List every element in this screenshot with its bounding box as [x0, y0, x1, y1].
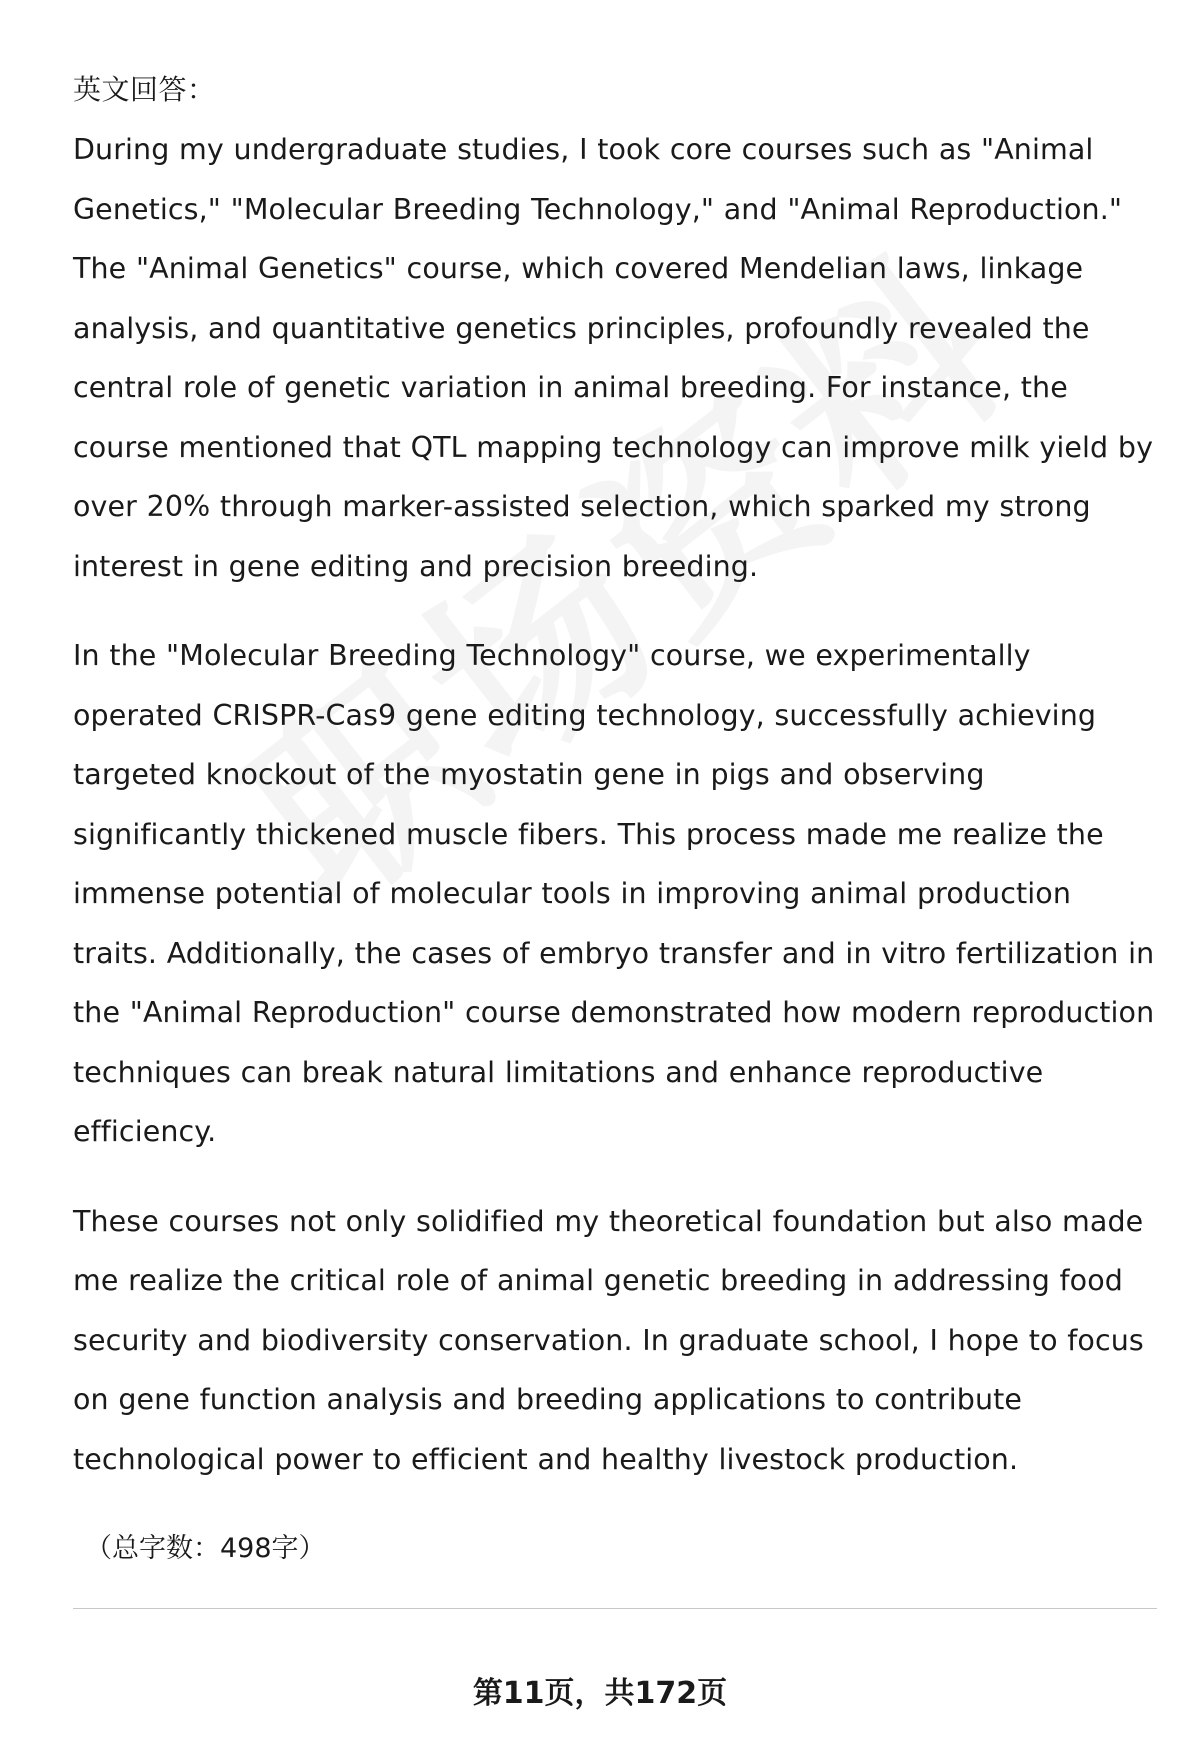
paragraph-1: During my undergraduate studies, I took core courses such as "Animal Genetics," "Molecular Breeding Technology," and "Animal Reproduction." The "Animal Genetics" course, which covered Mendelian laws, linkage analysis, and quantitative genetics principles, profoundly revealed the central role of genetic variation in animal breeding. For instance, the course mentioned that QTL mapping technology can improve milk yield by over 20% through marker-assisted selection, which sparked my strong interest in gene editing and precision breeding. [73, 133, 1154, 583]
page-number: 第11页，共172页 [472, 1676, 728, 1711]
section-heading: 英文回答： [73, 73, 216, 106]
word-count: （总字数：498字） [85, 1533, 326, 1564]
footer-divider [73, 1608, 1157, 1609]
document-body [73, 60, 1163, 1579]
paragraph-2: In the "Molecular Breeding Technology" course, we experimentally operated CRISPR-Cas9 gene editing technology, successfully achieving targeted knockout of the myostatin gene in pigs and observing significantly thickened muscle fibers. This process made me realize the immense potential of molecular tools in improving animal production traits. Additionally, the cases of embryo transfer and in vitro fertilization in the "Animal Reproduction" course demonstrated how modern reproduction techniques can break natural limitations and enhance reproductive efficiency. [73, 639, 1155, 1148]
paragraph-3: These courses not only solidified my theoretical foundation but also made me realize the critical role of animal genetic breeding in addressing food security and biodiversity conservation. In graduate school, I hope to focus on gene function analysis and breeding applications to contribute technological power to efficient and healthy livestock production. [73, 1204, 1144, 1476]
